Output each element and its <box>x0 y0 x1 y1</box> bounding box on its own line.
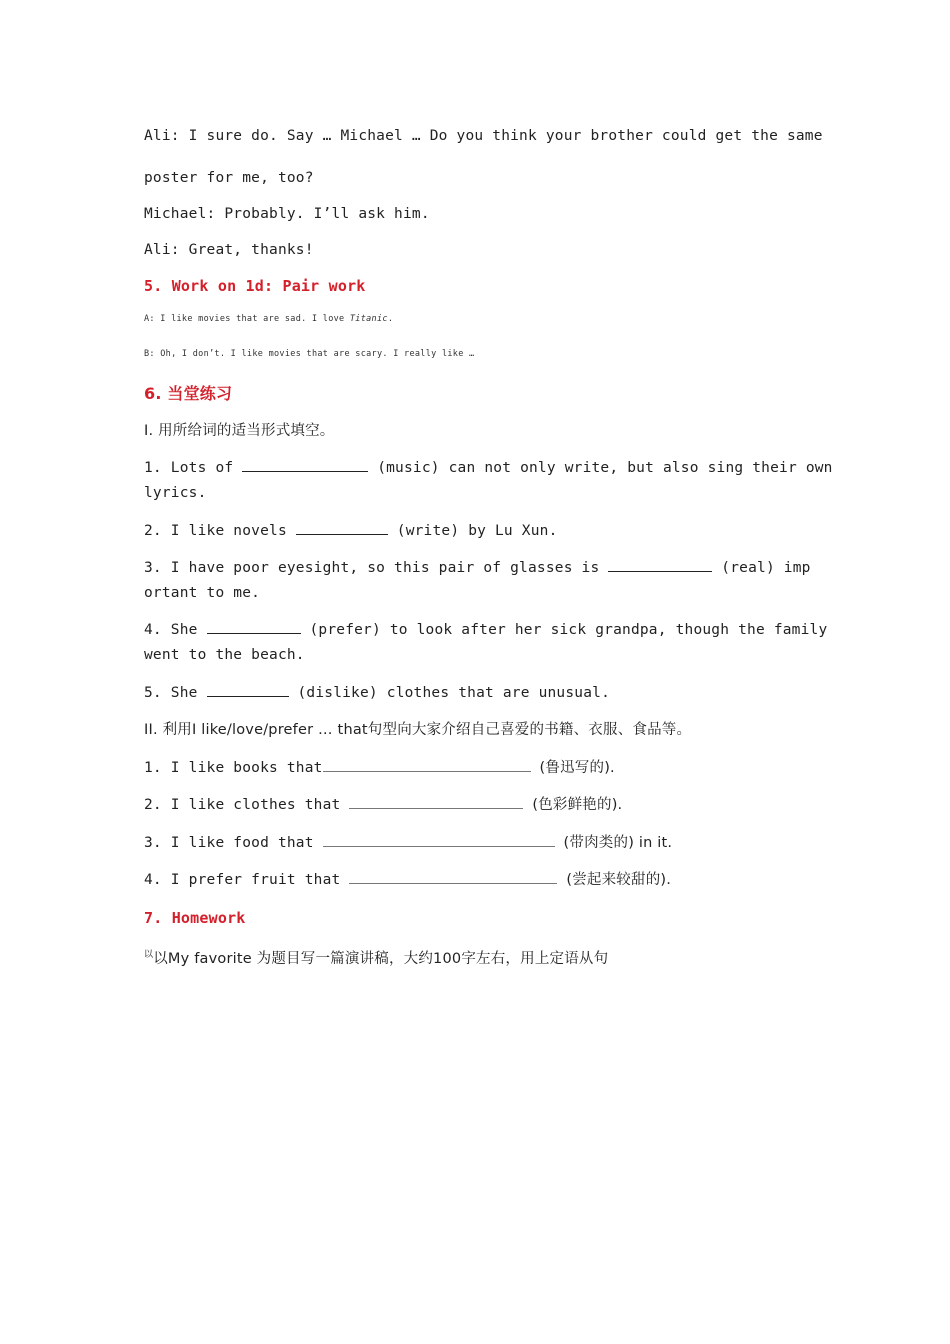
question-4 <box>144 618 828 643</box>
prompt-1-end: (鲁迅写的). <box>539 760 615 776</box>
prompt-4-start: 4. I prefer fruit that <box>144 872 341 888</box>
question-3-cont: ortant to me. <box>144 585 261 601</box>
section-5-heading: 5. Work on 1d: Pair work <box>144 277 366 295</box>
question-5-end: (dislike) clothes that are unusual. <box>297 685 611 701</box>
prompt-2 <box>144 793 806 818</box>
question-2 <box>144 519 806 544</box>
homework-body: 以My favorite 为题目写一篇演讲稿，大约100字左右，用上定语从句 <box>153 951 609 967</box>
answer-blank-4[interactable] <box>207 618 301 634</box>
answer-blank-1[interactable] <box>242 456 368 472</box>
prompt-3-start: 3. I like food that <box>144 835 314 851</box>
pair-work-line-b: B: Oh, I don’t. I like movies that are scary. I really like … <box>144 349 475 359</box>
prompt-2-end: (色彩鲜艳的). <box>532 797 623 813</box>
prompt-1 <box>144 756 806 781</box>
dialogue-line-ali-1-cont: poster for me, too? <box>144 170 314 186</box>
question-4-cont: went to the beach. <box>144 647 305 663</box>
prompt-3 <box>144 831 806 856</box>
prompt-blank-4[interactable] <box>349 868 557 884</box>
dialogue-line-michael: Michael: Probably. I’ll ask him. <box>144 206 430 222</box>
part-1-title: I. 用所给词的适当形式填空。 <box>144 423 335 439</box>
question-3-end: (real) imp <box>721 560 811 576</box>
question-4-start: 4. She <box>144 622 198 638</box>
section-7-heading: 7. Homework <box>144 909 246 927</box>
question-1-end: (music) can not only write, but also sing their own <box>377 460 833 476</box>
question-1-cont: lyrics. <box>144 485 207 501</box>
answer-blank-3[interactable] <box>608 556 712 572</box>
prompt-1-start: 1. I like books that <box>144 760 323 776</box>
pair-work-a-movie: Titanic <box>349 314 388 324</box>
question-3-start: 3. I have poor eyesight, so this pair of glasses is <box>144 560 600 576</box>
pair-work-a-end: . <box>387 314 394 324</box>
pair-work-line-a <box>144 312 806 326</box>
homework-mark: 以 <box>144 950 154 960</box>
question-1 <box>144 456 833 481</box>
prompt-4 <box>144 868 806 893</box>
question-1-start: 1. Lots of <box>144 460 234 476</box>
part-2-title: II. 利用I like/love/prefer … that句型向大家介绍自己喜爱的书籍、衣服、食品等。 <box>144 722 692 738</box>
prompt-2-start: 2. I like clothes that <box>144 797 341 813</box>
homework-text <box>144 943 806 972</box>
question-3 <box>144 556 811 581</box>
prompt-3-end: (带肉类的) in it. <box>563 835 673 851</box>
question-2-end: (write) by Lu Xun. <box>396 523 558 539</box>
pair-work-a-text: A: I like movies that are sad. I love <box>144 314 350 324</box>
prompt-blank-2[interactable] <box>349 793 523 809</box>
prompt-blank-1[interactable] <box>323 756 531 772</box>
dialogue-line-ali-1: Ali: I sure do. Say … Michael … Do you think your brother could get the same <box>144 128 823 144</box>
question-5-start: 5. She <box>144 685 198 701</box>
question-4-end: (prefer) to look after her sick grandpa, though the family <box>309 622 828 638</box>
answer-blank-5[interactable] <box>207 681 289 697</box>
answer-blank-2[interactable] <box>296 519 388 535</box>
question-2-start: 2. I like novels <box>144 523 287 539</box>
prompt-blank-3[interactable] <box>323 831 555 847</box>
section-6-heading: 6. 当堂练习 <box>144 384 233 403</box>
dialogue-line-ali-2: Ali: Great, thanks! <box>144 242 314 258</box>
prompt-4-end: (尝起来较甜的). <box>566 872 672 888</box>
question-5 <box>144 681 806 706</box>
